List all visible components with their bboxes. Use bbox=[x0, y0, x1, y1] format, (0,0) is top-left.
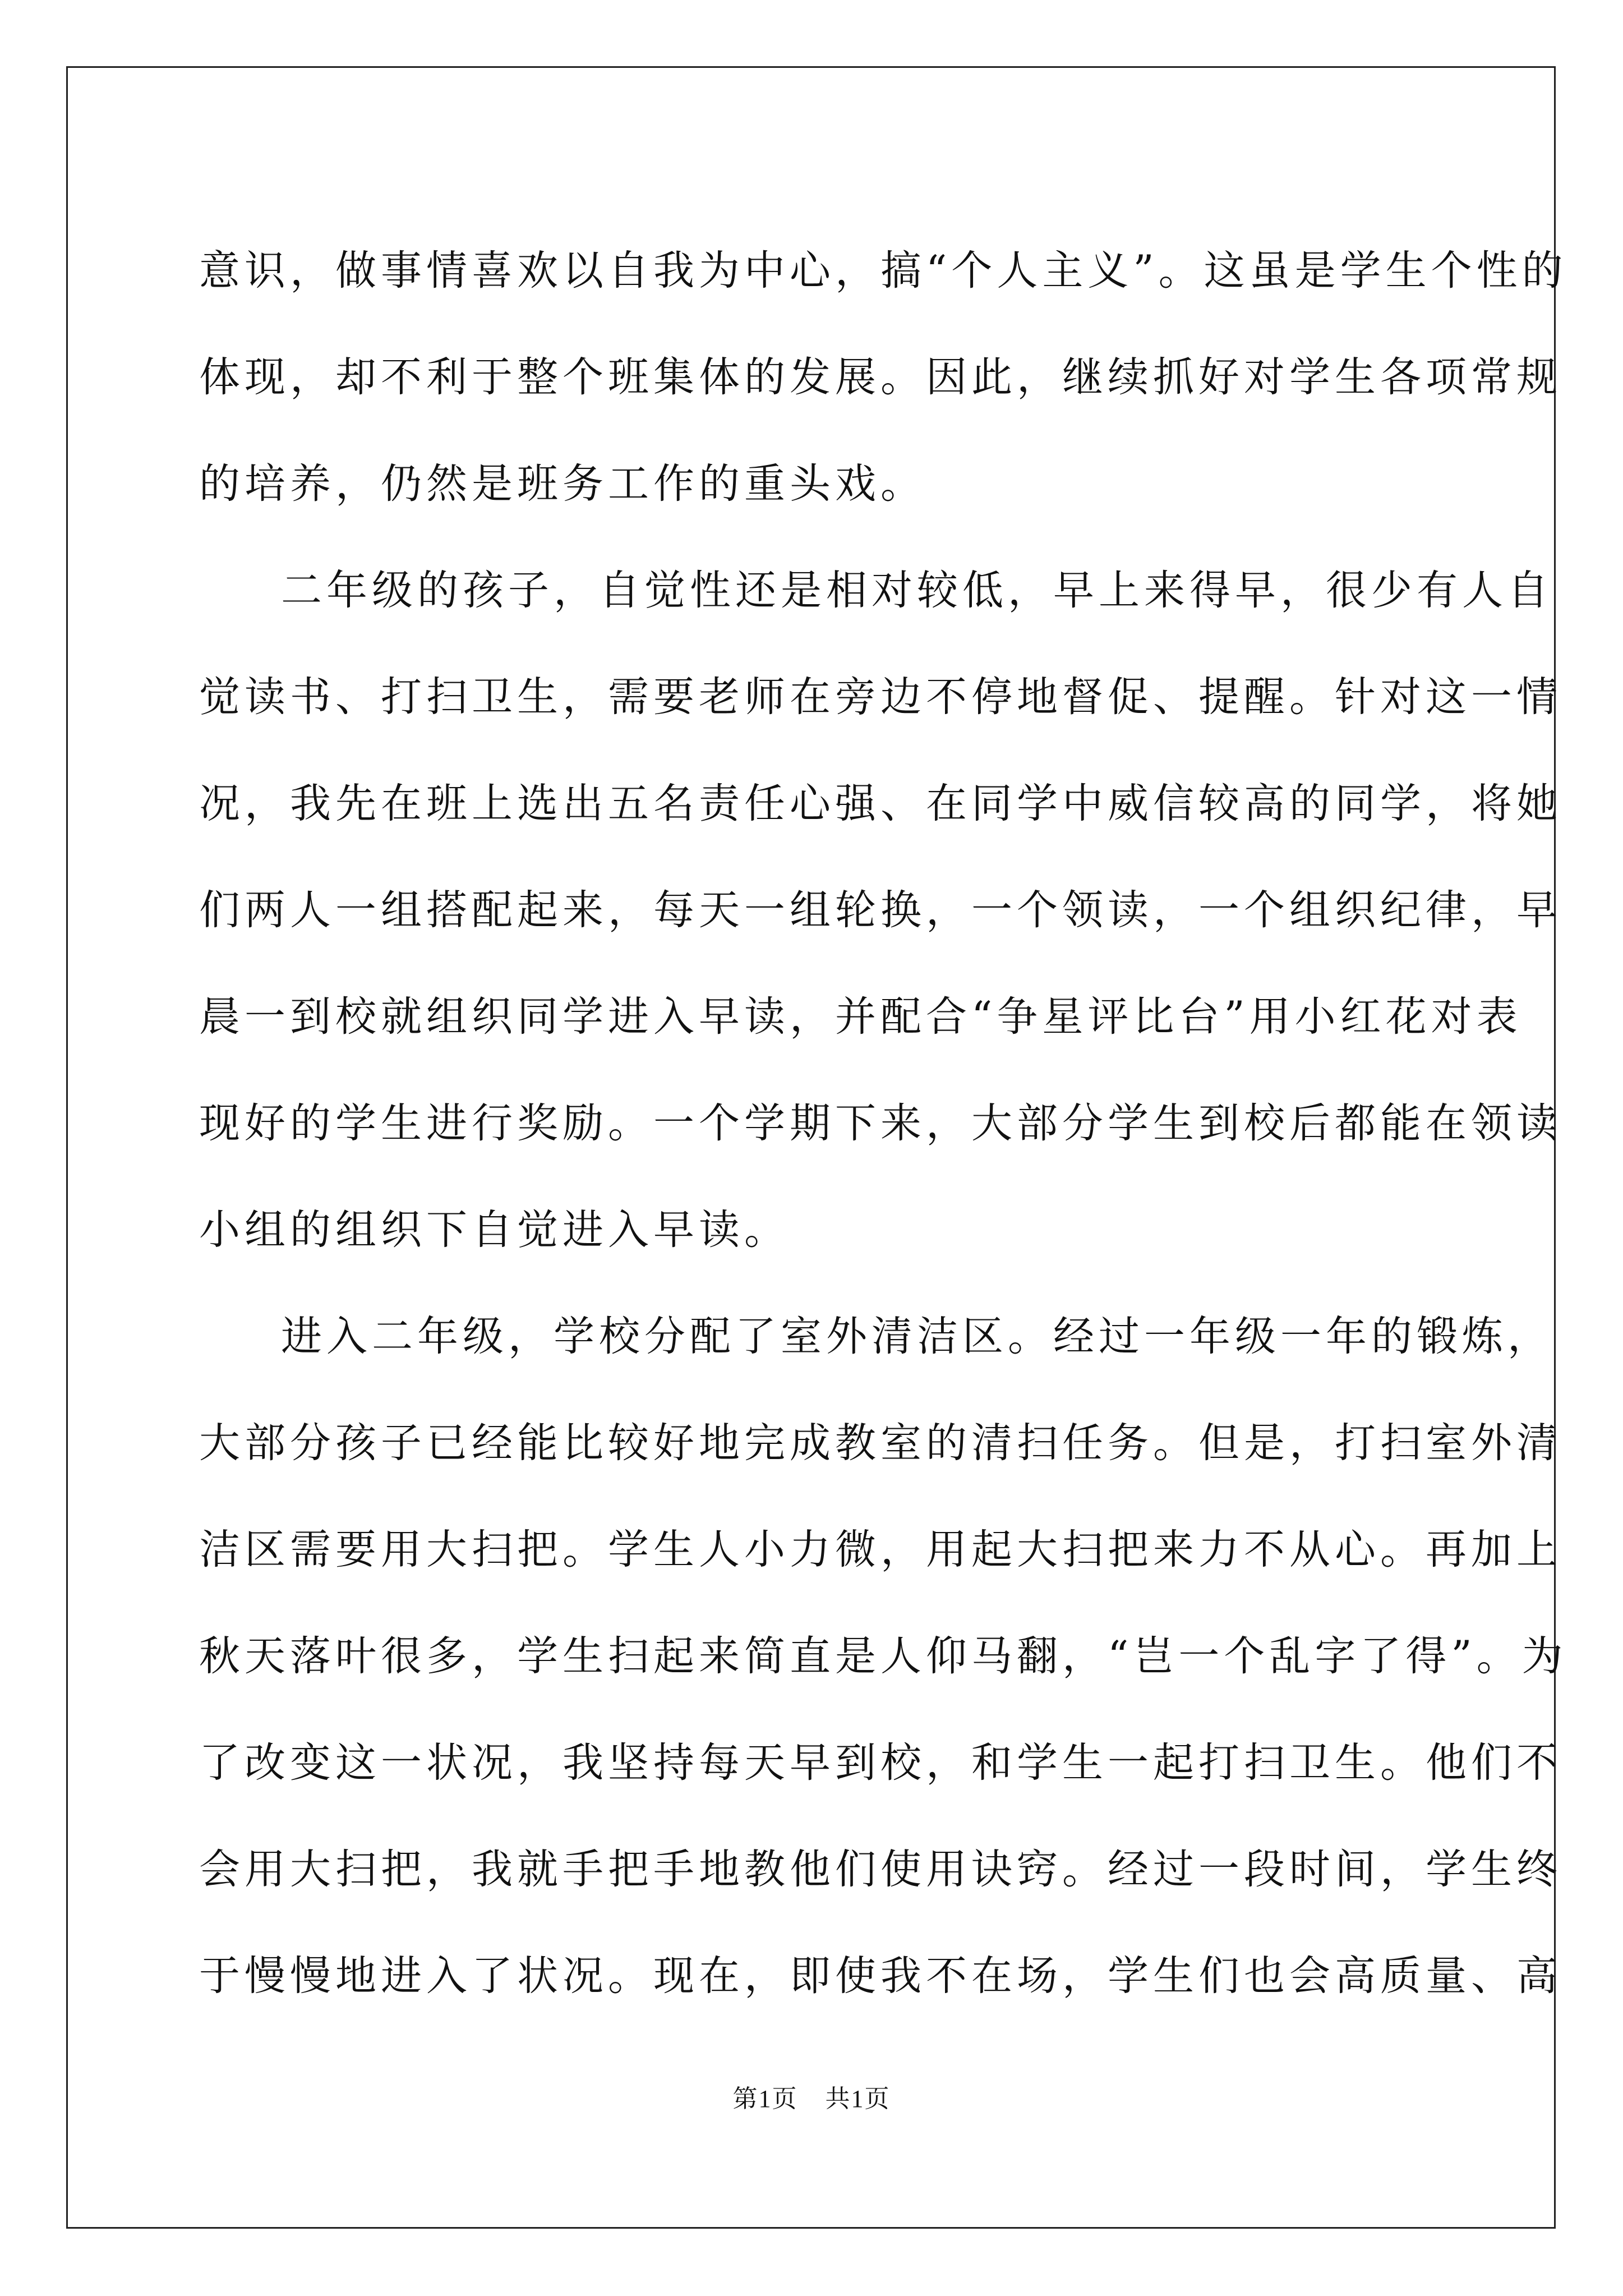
text-line: 的培养，仍然是班务工作的重头戏。 bbox=[199, 460, 926, 508]
text-line: 洁区需要用大扫把。学生人小力微，用起大扫把来力不从心。再加上 bbox=[199, 1526, 1562, 1573]
page-footer bbox=[0, 2078, 1623, 2114]
text-line: 现好的学生进行奖励。一个学期下来，大部分学生到校后都能在领读 bbox=[199, 1099, 1562, 1147]
paragraph-1 bbox=[199, 218, 1567, 537]
text-line: 二年级的孩子，自觉性还是相对较低，早上来得早，很少有人自 bbox=[281, 567, 1553, 614]
text-line: 觉读书、打扫卫生，需要老师在旁边不停地督促、提醒。针对这一情 bbox=[199, 673, 1562, 721]
text-line: 晨一到校就组织同学进入早读，并配合“争星评比台”用小红花对表 bbox=[199, 993, 1522, 1041]
document-body bbox=[199, 218, 1567, 2030]
text-line: 秋天落叶很多，学生扫起来简直是人仰马翻，“岂一个乱字了得”。为 bbox=[199, 1632, 1567, 1680]
text-line: 们两人一组搭配起来，每天一组轮换，一个领读，一个组织纪律，早 bbox=[199, 886, 1562, 934]
text-line: 大部分孩子已经能比较好地完成教室的清扫任务。但是，打扫室外清 bbox=[199, 1419, 1562, 1467]
paragraph-3 bbox=[199, 1283, 1567, 2030]
text-line: 小组的组织下自觉进入早读。 bbox=[199, 1206, 790, 1254]
text-line: 了改变这一状况，我坚持每天早到校，和学生一起打扫卫生。他们不 bbox=[199, 1739, 1562, 1787]
paragraph-2 bbox=[199, 537, 1562, 1283]
text-line: 进入二年级，学校分配了室外清洁区。经过一年级一年的锻炼， bbox=[281, 1313, 1553, 1360]
text-line: 意识，做事情喜欢以自我为中心，搞“个人主义”。这虽是学生个性的 bbox=[199, 247, 1567, 295]
text-line: 体现，却不利于整个班集体的发展。因此，继续抓好对学生各项常规 bbox=[199, 353, 1562, 401]
page-total: 共1页 bbox=[825, 2085, 891, 2113]
text-line: 况，我先在班上选出五名责任心强、在同学中威信较高的同学，将她 bbox=[199, 780, 1562, 827]
text-line: 会用大扫把，我就手把手地教他们使用诀窍。经过一段时间，学生终 bbox=[199, 1846, 1562, 1893]
text-line: 于慢慢地进入了状况。现在，即使我不在场，学生们也会高质量、高 bbox=[199, 1952, 1562, 2000]
page-number: 第1页 bbox=[732, 2085, 798, 2113]
